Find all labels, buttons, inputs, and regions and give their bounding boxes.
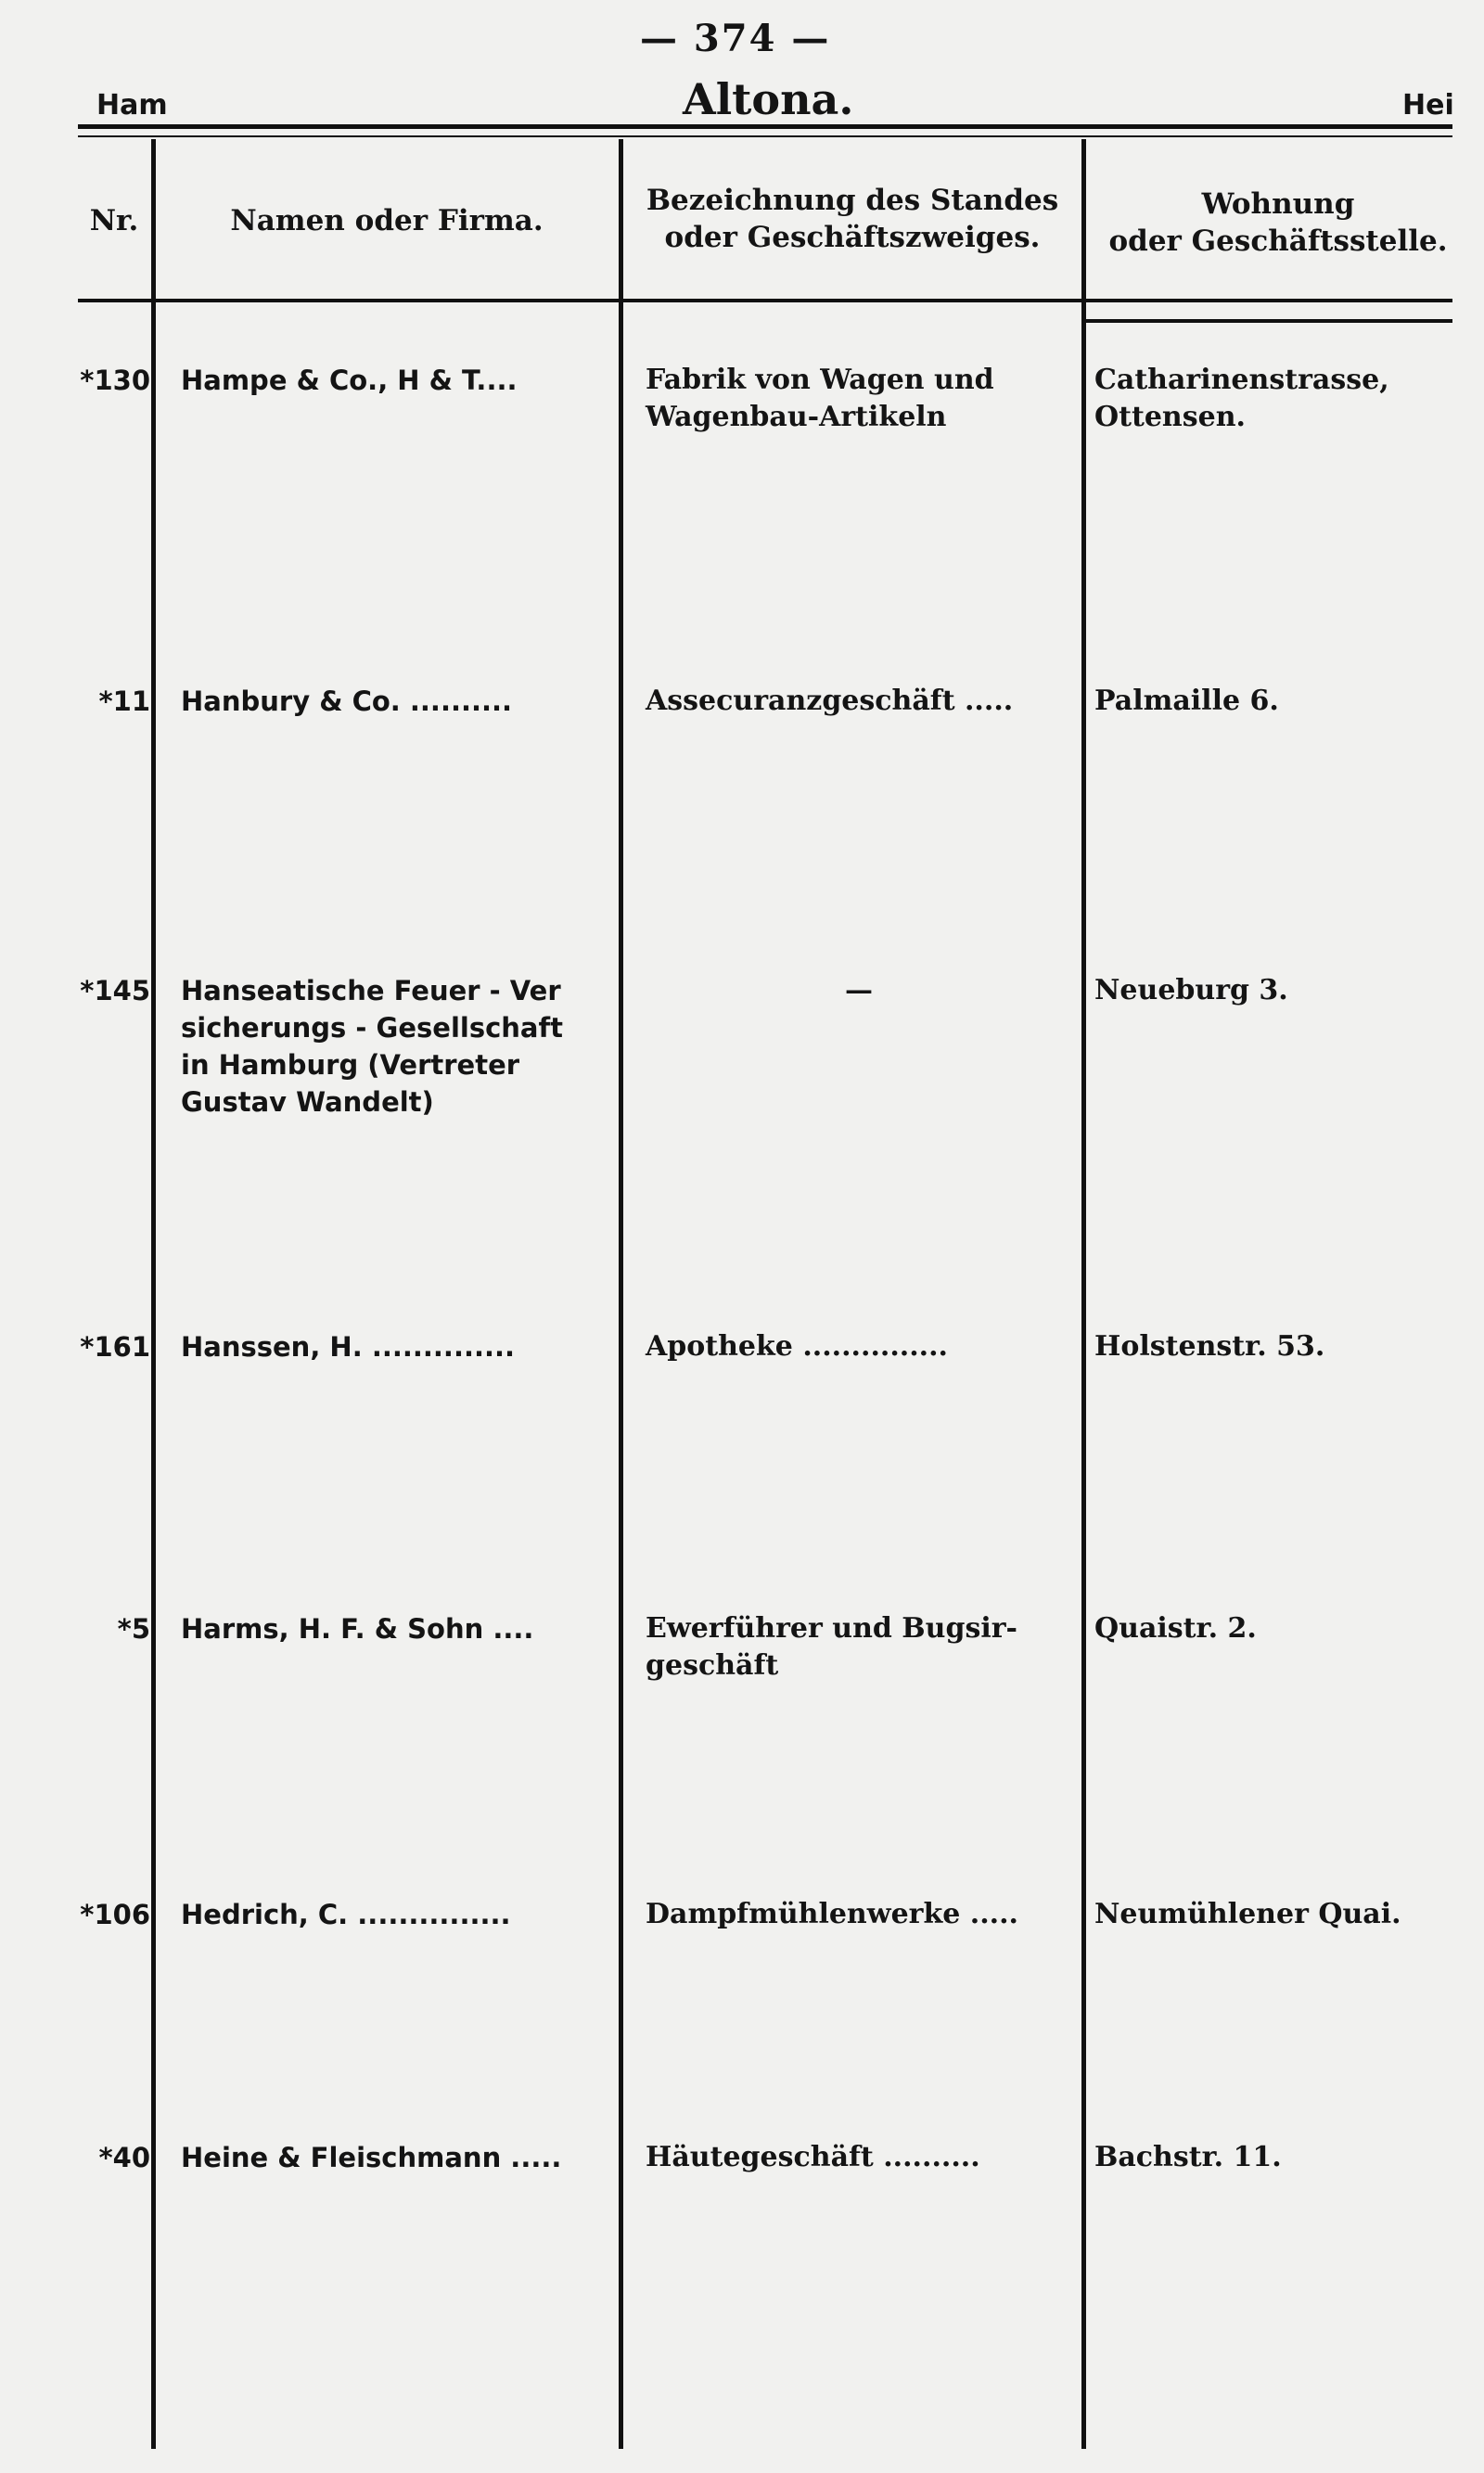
entry-address: Bachstr. 11. xyxy=(1094,2141,1282,2173)
page-number: — 374 — xyxy=(640,17,831,60)
entry-number: *106 xyxy=(80,1899,150,1930)
column-header-rule xyxy=(78,299,1452,302)
column-rule-2 xyxy=(619,139,623,2449)
entry-name: Hanssen, H. .............. xyxy=(181,1331,516,1363)
entry-stand: Häutegeschäft .......... xyxy=(646,2141,980,2173)
entry-stand: Fabrik von Wagen und Wagenbau-Artikeln xyxy=(646,364,994,433)
entry-number: *145 xyxy=(80,975,150,1006)
right-thumb-tab: Hei xyxy=(1402,89,1454,122)
column-header-address: Wohnung oder Geschäftsstelle. xyxy=(1108,187,1448,258)
entry-name: Hanbury & Co. .......... xyxy=(181,686,513,717)
entry-address: Quaistr. 2. xyxy=(1094,1612,1257,1645)
entry-stand: Assecuranzgeschäft ..... xyxy=(646,685,1014,717)
entry-number: *5 xyxy=(117,1613,150,1645)
entry-number: *11 xyxy=(98,686,150,717)
entry-name: Hampe & Co., H & T.... xyxy=(181,365,518,396)
column-header-name: Namen oder Firma. xyxy=(230,204,544,237)
city-heading: Altona. xyxy=(683,74,854,124)
column-rule-1 xyxy=(151,139,156,2449)
entry-stand: Apotheke ............... xyxy=(646,1330,949,1363)
entry-address: Neueburg 3. xyxy=(1094,974,1288,1006)
entry-stand: Dampfmühlenwerke ..... xyxy=(646,1898,1018,1930)
column-header-nr: Nr. xyxy=(89,204,139,237)
column-rule-3 xyxy=(1081,139,1086,2449)
column-header-rule-2 xyxy=(1085,319,1452,323)
entry-name: Harms, H. F. & Sohn .... xyxy=(181,1613,534,1645)
entry-number: *40 xyxy=(98,2142,150,2173)
entry-number: *130 xyxy=(80,365,150,396)
entry-stand: — xyxy=(845,974,873,1006)
header-rule-top xyxy=(78,124,1452,129)
entry-address: Catharinenstrasse, Ottensen. xyxy=(1094,364,1389,433)
left-thumb-tab: Ham xyxy=(96,89,168,122)
header-rule-bottom xyxy=(78,135,1452,137)
entry-name: Heine & Fleischmann ..... xyxy=(181,2142,562,2173)
entry-stand: Ewerführer und Bugsir- geschäft xyxy=(646,1612,1017,1682)
entry-address: Holstenstr. 53. xyxy=(1094,1330,1325,1363)
entry-address: Neumühlener Quai. xyxy=(1094,1898,1401,1930)
entry-name: Hedrich, C. ............... xyxy=(181,1899,511,1930)
entry-number: *161 xyxy=(80,1331,150,1363)
column-header-stand: Bezeichnung des Standes oder Geschäftszweiges. xyxy=(646,184,1059,254)
entry-address: Palmaille 6. xyxy=(1094,685,1279,717)
entry-name: Hanseatische Feuer - Ver sicherungs - Gesellschaft in Hamburg (Vertreter Gustav Wandelt) xyxy=(181,975,563,1118)
